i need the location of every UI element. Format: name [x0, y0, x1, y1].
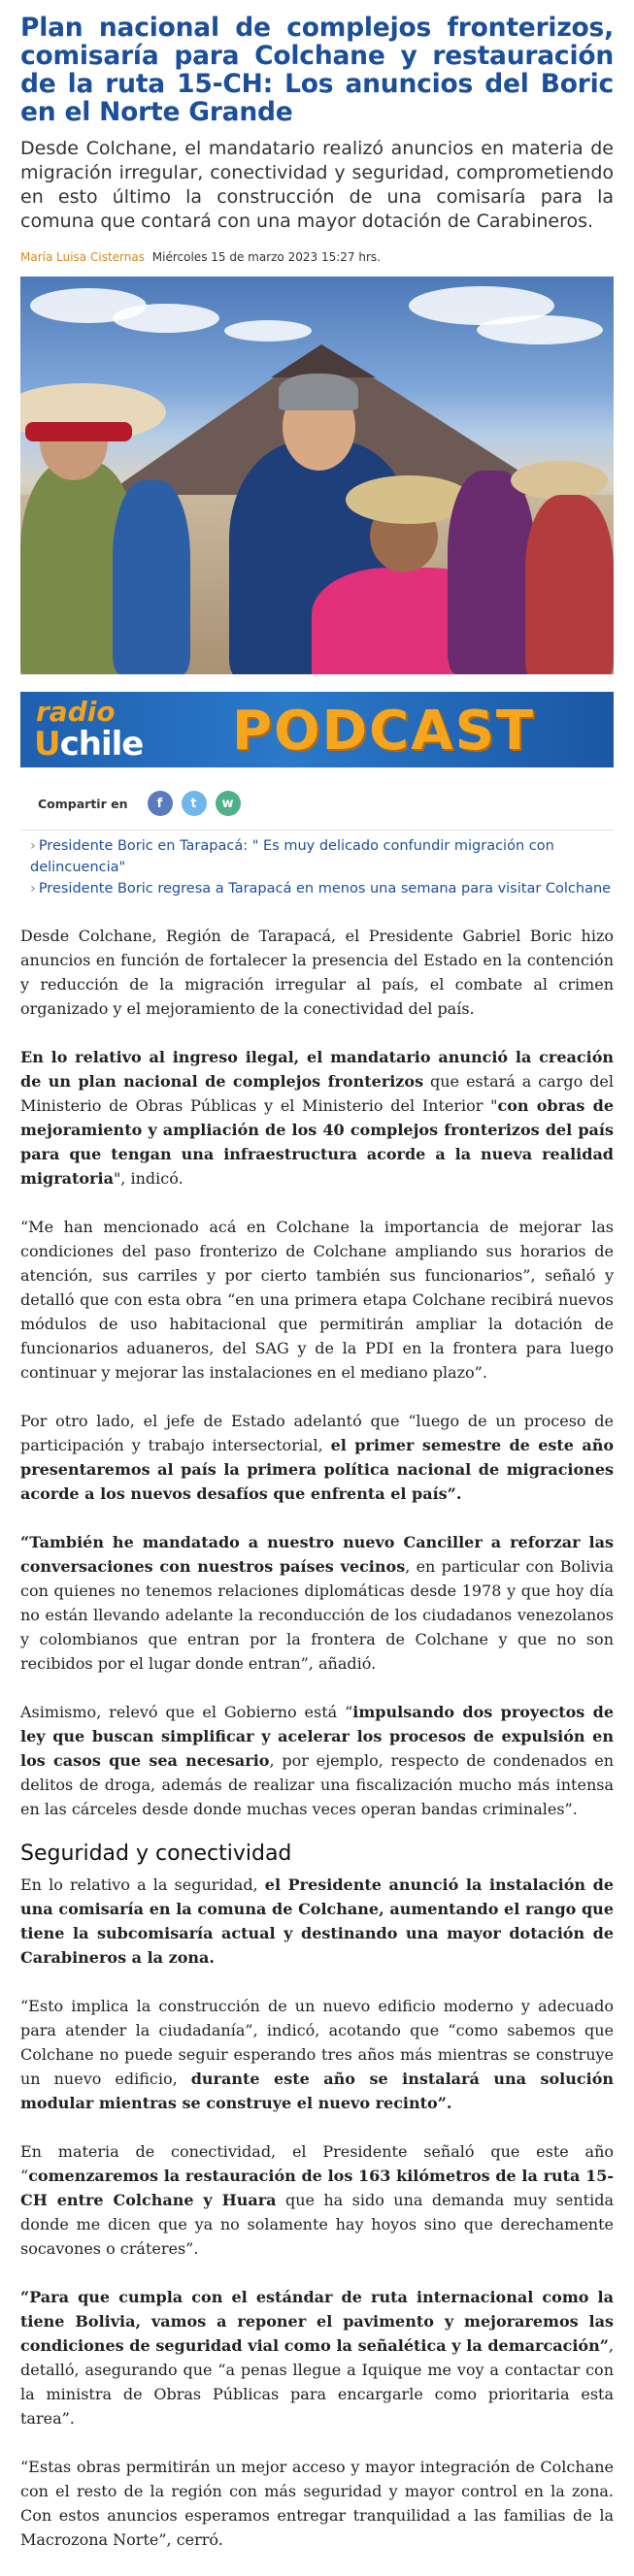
related-links: [20, 830, 614, 899]
banner-podcast-text: PODCAST: [232, 700, 536, 763]
publish-date: Miércoles 15 de marzo 2023 15:27 hrs.: [151, 250, 381, 264]
podcast-banner[interactable]: [20, 692, 614, 767]
paragraph: “También he mandatado a nuestro nuevo Canciller a reforzar las conversaciones con nuestros países vecinos, en particular con Bolivia con quienes no tenemos relaciones diplomáticas desde 1978 y que hoy día no están llevando adelante la reconducción de los ciudadanos venezolanos y colombianos que entran por la frontera de Colchane y que no son recibidos por el lugar donde entran”, añadió.: [20, 1533, 615, 1673]
facebook-icon[interactable]: f: [148, 791, 173, 816]
paragraph: “Para que cumpla con el estándar de ruta internacional como la tiene Bolivia, vamos a reponer el pavimento y mejoraremos las condiciones de seguridad vial como la señalética y la demarcación”, detalló, asegurando que “a penas llegue a Iquique me voy a contactar con la ministra de Obras Públicas para encargarle como prioritaria esta tarea”.: [20, 2288, 614, 2428]
paragraph: Desde Colchane, Región de Tarapacá, el Presidente Gabriel Boric hizo anuncios en función de fortalecer la presencia del Estado en la contención y reducción de la migración irregular al país, el combate al crimen organizado y el mejoramiento de la conectividad del país.: [20, 927, 614, 1018]
author-link[interactable]: María Luisa Cisternas: [20, 250, 145, 264]
share-bar: [38, 791, 614, 816]
byline: [20, 250, 614, 264]
paragraph: Asimismo, relevó que el Gobierno está “impulsando dos proyectos de ley que buscan simplificar y acelerar los procesos de expulsión en los casos que sea necesario, por ejemplo, respecto de condenados en delitos de droga, además de realizar una fiscalización mucho más intensa en las cárceles desde donde muchas veces operan bandas criminales”.: [20, 1703, 615, 1818]
chevron-right-icon: ›: [30, 838, 36, 854]
paragraph: Por otro lado, el jefe de Estado adelantó que “luego de un proceso de participación y trabajo intersectorial, el primer semestre de este año presentaremos al país la primera política nacional de migraciones acorde a los nuevos desafíos que enfrenta el país”.: [20, 1412, 615, 1503]
banner-uchile-text: Uchile: [34, 725, 144, 764]
article-lead: Desde Colchane, el mandatario realizó anuncios en materia de migración irregular, conectividad y seguridad, comprometiendo en esto último la construcción de una comisaría para la comuna que contará con una mayor dotación de Carabineros.: [20, 138, 614, 232]
whatsapp-icon[interactable]: w: [216, 791, 241, 816]
paragraph: En lo relativo a la seguridad, el Presidente anunció la instalación de una comisaría en la comuna de Colchane, aumentando el rango que tiene la subcomisaría actual y destinando una mayor dotación de Carabineros a la zona.: [20, 1875, 614, 1967]
share-label: Compartir en: [38, 796, 128, 811]
paragraph: “Estas obras permitirán un mejor acceso y mayor integración de Colchane con el resto de la región con más seguridad y mayor control en la zona. Con estos anuncios esperamos entregar tranquilidad a las familias de la Macrozona Norte”, cerró.: [20, 2458, 614, 2549]
article-body: [20, 924, 614, 2552]
paragraph: En lo relativo al ingreso ilegal, el mandatario anunció la creación de un plan nacional de complejos fronterizos que estará a cargo del Ministerio de Obras Públicas y el Ministerio del Interior "con obras de mejoramiento y ampliación de los 40 complejos fronterizos del país para que tengan una infraestructura acorde a la nueva realidad migratoria", indicó.: [20, 1048, 614, 1188]
paragraph: “Esto implica la construcción de un nuevo edificio moderno y adecuado para atender la ciudadanía”, indicó, acotando que “como sabemos que Colchane no puede seguir esperando tres años más mientras se construye un nuevo edificio, durante este año se instalará una solución modular mientras se construye el nuevo recinto”.: [20, 1997, 614, 2112]
twitter-icon[interactable]: t: [182, 791, 207, 816]
section-heading: Seguridad y conectividad: [20, 1842, 292, 1866]
related-link[interactable]: › Presidente Boric regresa a Tarapacá en menos una semana para visitar Colchane: [30, 881, 612, 897]
related-link[interactable]: › Presidente Boric en Tarapacá: " Es muy delicado confundir migración con delincuencia": [30, 838, 554, 875]
paragraph: “Me han mencionado acá en Colchane la importancia de mejorar las condiciones del paso fronterizo de Colchane ampliando sus horarios de atención, sus carriles y por cierto también sus funcionarios”, señaló y detalló que con esta obra “en una primera etapa Colchane recibirá nuevos módulos de uso habitacional que permitirán ampliar la dotación de funcionarios aduaneros, del SAG y de la PDI en la frontera para luego continuar y mejorar las instalaciones en el mediano plazo”.: [20, 1218, 614, 1382]
hero-photo: [20, 277, 614, 674]
chevron-right-icon: ›: [30, 881, 36, 897]
banner-radio-text: radio: [36, 696, 116, 728]
paragraph: En materia de conectividad, el Presidente señaló que este año “comenzaremos la restauración de los 163 kilómetros de la ruta 15-CH entre Colchane y Huara que ha sido una demanda muy sentida donde me dicen que ya no solamente hay hoyos sino que derechamente socavones o cráteres”.: [20, 2142, 614, 2258]
article-title: Plan nacional de complejos fronterizos, comisaría para Colchane y restauración de la ruta 15-CH: Los anuncios del Boric en el Norte Grande: [20, 13, 614, 127]
